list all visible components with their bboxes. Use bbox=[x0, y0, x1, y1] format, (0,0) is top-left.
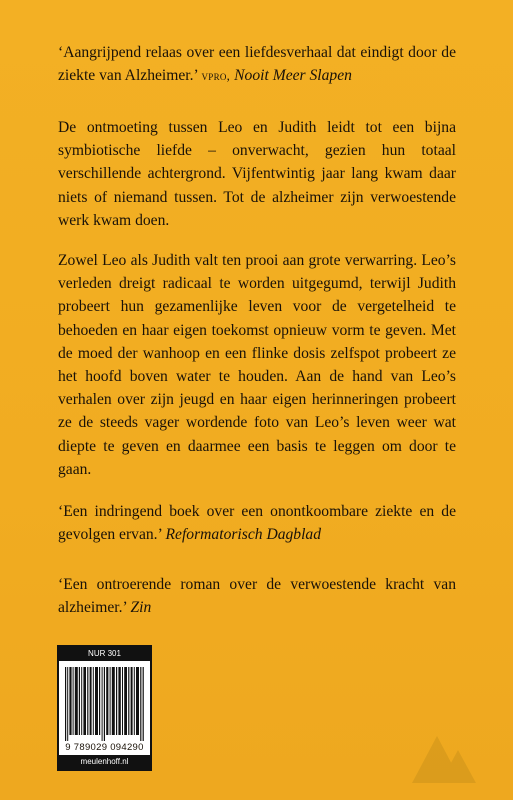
isbn-number: 9 789029 094290 bbox=[65, 742, 144, 753]
review-quote-zin bbox=[58, 573, 456, 619]
quote-source-program: Nooit Meer Slapen bbox=[234, 67, 352, 85]
quote-text: ‘Een indringend boek over een onontkoombare ziekte en de gevolgen ervan.’ bbox=[58, 503, 456, 544]
quote-text: ‘Een ontroerende roman over de verwoestende kracht van alzheimer.’ bbox=[58, 576, 456, 617]
barcode-icon bbox=[65, 667, 145, 741]
quote-source: Reformatorisch Dagblad bbox=[165, 526, 322, 544]
paragraph-text: Zowel Leo als Judith valt ten prooi aan grote verwarring. Leo’s verleden dreigt radicaal te worden uitgegumd, terwijl Judith probeert hun gezamenlijke leven voor de vergetelheid te behoeden en haar eigen toekomst opnieuw vorm te geven. Met de moed der wanhoop en een flinke dosis zelfspot probeert ze het hoofd boven water te houden. Aan de hand van Leo’s verhalen over zijn jeugd en haar eigen herinneringen probeert ze de steeds vager wordende foto van Leo’s leven weer wat diepte te geven en daarmee een basis te leggen om door te gaan. bbox=[58, 252, 456, 478]
quote-text: ‘Aangrijpend relaas over een liefdesverhaal dat eindigt door de ziekte van Alzheimer.’ bbox=[58, 44, 456, 85]
review-quote-vpro bbox=[58, 41, 456, 87]
isbn-barcode-block bbox=[57, 645, 152, 771]
quote-source: Zin bbox=[130, 599, 152, 617]
paragraph-text: De ontmoeting tussen Leo en Judith leidt tot een bijna symbiotische liefde – onverwacht, gezien hun totaal verschillende achtergrond. Vijfentwintig jaar lang kwam daar niets of niemand tussen. Tot de alzheimer zijn verwoestende werk kwam doen. bbox=[58, 119, 456, 229]
watermark-logo-icon bbox=[392, 728, 492, 788]
publisher-website: meulenhoff.nl bbox=[59, 755, 150, 769]
review-quote-reformatorisch-dagblad bbox=[58, 500, 456, 546]
blurb-paragraph-2 bbox=[58, 249, 456, 481]
blurb-paragraph-1 bbox=[58, 116, 456, 232]
quote-source: vpro, bbox=[201, 68, 231, 84]
nur-code: NUR 301 bbox=[59, 647, 150, 661]
